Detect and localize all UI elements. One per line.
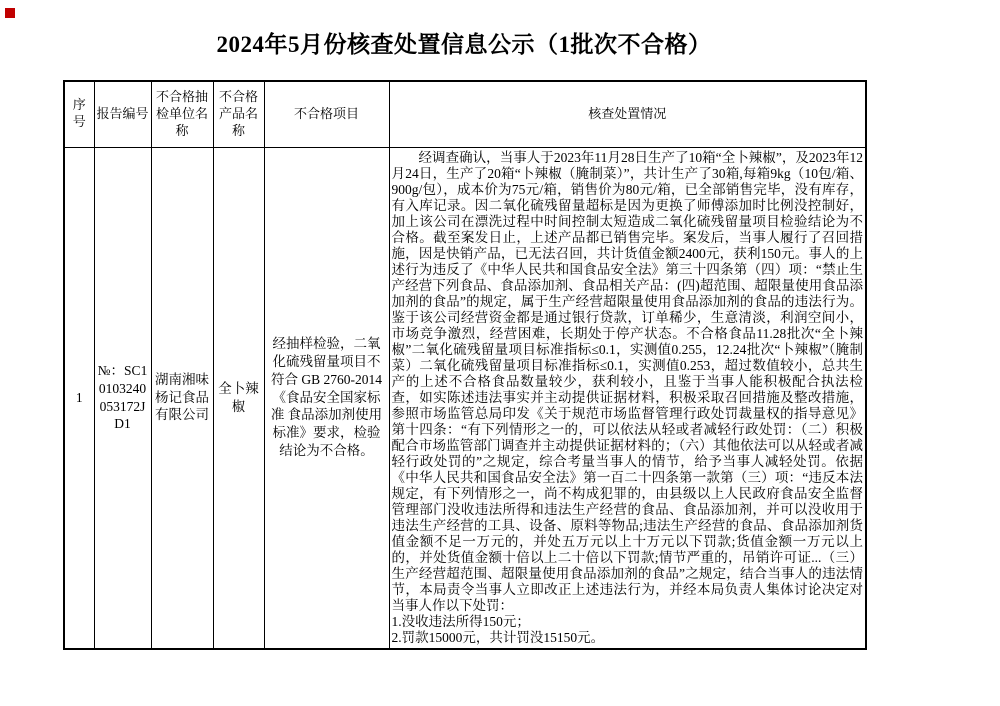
table-row [64, 147, 866, 649]
col-header-unit-name: 不合格抽检单位名称 [151, 81, 213, 147]
col-header-index: 序号 [64, 81, 94, 147]
table-header-row [64, 81, 866, 147]
page-title: 2024年5月份核查处置信息公示（1批次不合格） [216, 32, 712, 57]
corner-marker-icon [5, 8, 15, 18]
cell-unit-name: 湖南湘味杨记食品有限公司 [151, 147, 213, 649]
col-header-report-no: 报告编号 [94, 81, 151, 147]
cell-report-number: №：SC10103240053172JD1 [94, 147, 151, 649]
disposition-penalty-1: 1.没收违法所得150元； [391, 613, 530, 629]
disposition-paragraph: 经调查确认，当事人于2023年11月28日生产了10箱“全卜辣椒”，及2023年12月24日，生产了20箱“卜辣椒（腌制菜）”，共计生产了30箱,每箱9kg（10包/箱、900g/包），成本价为75元/箱，销售价为80元/箱，已全部销售完毕，没有库存，有入库记录。因二氧化硫残留量超标是因为更换了师傅添加时比例没控制好，加上该公司在漂洗过程中时间控制太短造成二氧化硫残留量项目检验结论为不合格。截至案发日止，上述产品都已销售完毕。案发后，当事人履行了召回措施，因是快销产品，已无法召回，共计货值金额2400元，获利150元。事人的上述行为违反了《中华人民共和国食品安全法》第三十四条第（四）项：“禁止生产经营下列食品、食品添加剂、食品相关产品：(四)超范围、超限量使用食品添加剂的食品”的规定，属于生产经营超限量使用食品添加剂的食品的违法行为。鉴于该公司经营资金都是通过银行贷款，订单稀少，生意清淡，利润空间小，市场竞争激烈，经营困难，长期处于停产状态。不合格食品11.28批次“全卜辣椒”二氧化硫残留量项目标准指标≤0.1，实测值0.255，12.24批次“卜辣椒”（腌制菜）二氧化硫残留量项目标准指标≤0.1，实测值0.253，超过数值较小，总共生产的上述不合格食品数量较少，获利较小，且鉴于当事人能积极配合执法检查，如实陈述违法事实并主动提供证据材料，积极采取召回措施及整改措施，参照市场监管总局印发《关于规范市场监督管理行政处罚裁量权的指导意见》第十四条：“有下列情形之一的，可以依法从轻或者减轻行政处罚：（二）积极配合市场监管部门调查并主动提供证据材料的；（六）其他依法可以从轻或者减轻行政处罚的”之规定，综合考量当事人的情节，给予当事人减轻处罚。依据《中华人民共和国食品安全法》第一百二十四条第一款第（三）项：“违反本法规定，有下列情形之一，尚不构成犯罪的，由县级以上人民政府食品安全监督管理部门没收违法所得和违法生产经营的食品、食品添加剂，并可以没收用于违法生产经营的工具、设备、原料等物品;违法生产经营的食品、食品添加剂货值金额不足一万元的，并处五万元以上十万元以下罚款;货值金额一万元以上的，并处货值金额十倍以上二十倍以下罚款;情节严重的，吊销许可证...（三）生产经营超范围、超限量使用食品添加剂的食品”之规定，结合当事人的违法情节，本局责令当事人立即改正上述违法行为，并经本局负责人集体讨论决定对当事人作以下处罚： [391, 149, 863, 613]
col-header-disposition: 核查处置情况 [389, 81, 866, 147]
col-header-failed-item: 不合格项目 [264, 81, 389, 147]
cell-product-name: 全卜辣椒 [213, 147, 264, 649]
disposition-penalty-2: 2.罚款15000元，共计罚没15150元。 [391, 629, 605, 645]
disposition-table [63, 80, 867, 650]
col-header-product-name: 不合格产品名称 [213, 81, 264, 147]
cell-index: 1 [64, 147, 94, 649]
cell-disposition [389, 147, 866, 649]
cell-failed-item: 经抽样检验，二氧化硫残留量项目不符合 GB 2760-2014《食品安全国家标准 食品添加剂使用标准》要求，检验结论为不合格。 [264, 147, 389, 649]
